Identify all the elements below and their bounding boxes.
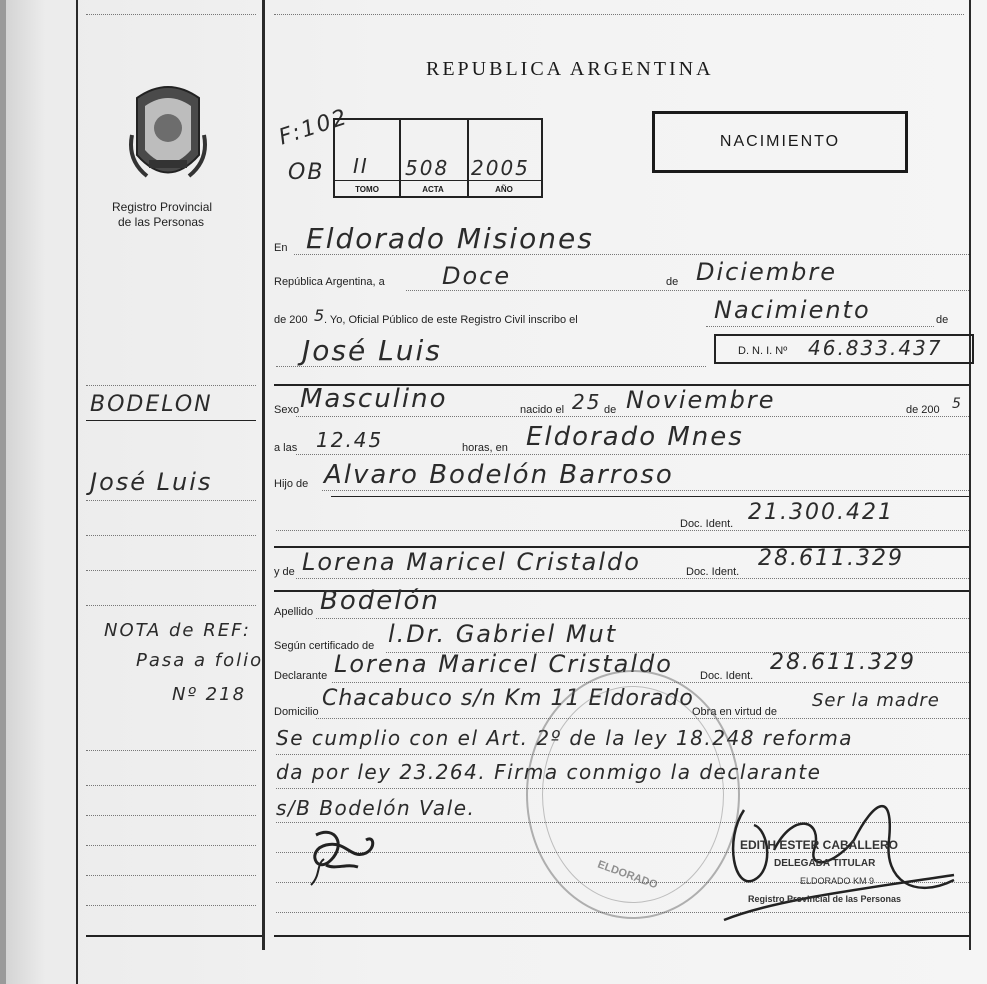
horas-label: horas, en [462,442,508,454]
margin-bottom-rule [86,935,262,937]
birth-time: 12.45 [316,428,384,452]
dni-value: 46.833.437 [808,336,943,360]
year-suffix: 5 [314,306,325,325]
nacido-label: nacido el [520,404,565,416]
margin-rule [86,875,256,876]
a-las-label: a las [274,442,298,454]
acta-label: ACTA [422,185,444,194]
obra-label: Obra en virtud de [692,706,777,718]
hijo-label: Hijo de [274,478,309,490]
margin-rule [86,500,256,501]
margin-rule [86,785,256,786]
sex-value: Masculino [300,384,448,414]
margin-rule [86,535,256,536]
anio-label: AÑO [495,185,513,194]
y-de-label: y de [274,566,295,578]
country-title: REPUBLICA ARGENTINA [426,58,714,80]
margin-note-line1: NOTA de REF: [104,620,251,641]
birth-month: Noviembre [626,386,776,414]
tomo-acta-anio-box [333,118,543,198]
form-rule [296,416,969,417]
margin-rule [86,420,256,421]
form-rule [322,490,969,491]
official-registry: Registro Provincial de las Personas [748,894,902,904]
day-value: Doce [442,262,512,290]
remarks-line1: Se cumplio con el Art. 2º de la ley 18.248 reforma [276,726,854,750]
tomo-label: TOMO [355,185,379,194]
declarante-label: Declarante [274,670,328,682]
anio-value: 2005 [471,156,530,180]
margin-rule [86,750,256,751]
doc-label: Doc. Ident. [686,566,740,578]
round-registry-seal [526,670,740,919]
round-seal-text: ELDORADO [595,858,660,892]
obra-value: Ser la madre [812,690,940,711]
margin-given-names: José Luis [90,468,213,496]
birth-certificate-page [6,0,987,984]
doc-label: Doc. Ident. [680,518,734,530]
dni-box [714,334,974,364]
republica-label: República Argentina, a [274,276,385,288]
year-prefix: de 200 [274,314,308,326]
form-rule [706,326,934,327]
declarante-doc: 28.611.329 [770,650,916,675]
apellido-value: Bodelón [320,586,440,616]
apellido-label: Apellido [274,606,314,618]
birth-year-prefix: de 200 [906,404,940,416]
official-signature [714,780,969,930]
column-divider [262,0,265,950]
margin-rule [86,845,256,846]
mother-doc: 28.611.329 [758,546,904,571]
form-rule [294,254,969,255]
doc-label: Doc. Ident. [700,670,754,682]
registry-name-line1: Registro Provincial [112,200,213,214]
place-value: Eldorado Misiones [306,222,594,255]
birth-day: 25 [572,390,602,414]
child-name: José Luis [302,334,442,367]
official-name: EDITH ESTER CABALLERO [740,838,899,852]
remarks-line3: s/B Bodelón Vale. [276,796,476,820]
margin-surname: BODELON [90,392,213,417]
en-label: En [274,242,288,254]
folio-note: F:102 [275,104,352,151]
document-type-box: NACIMIENTO [652,111,908,173]
left-margin-rule [76,0,78,984]
form-rule [276,530,969,531]
de-label: de [666,276,679,288]
ob-note: OB [288,160,325,185]
tomo-value: II [353,154,369,178]
mother-name: Lorena Maricel Cristaldo [302,548,641,576]
form-rule [406,290,969,291]
declarante-value: Lorena Maricel Cristaldo [334,650,673,678]
margin-note-line3: Nº 218 [172,684,247,705]
father-name: Alvaro Bodelón Barroso [324,460,674,490]
bottom-rule [274,935,969,937]
registry-name-line2: de las Personas [118,215,205,229]
official-office: ELDORADO KM 9 [800,876,875,886]
margin-rule [86,815,256,816]
birth-year-suffix: 5 [952,396,961,412]
birth-place: Eldorado Mnes [526,422,744,452]
de-label: de [936,314,949,326]
declarant-signature [296,815,386,895]
sexo-label: Sexo [274,404,300,416]
form-rule [296,578,969,579]
form-rule [296,454,969,455]
margin-note-line2: Pasa a folio [136,650,264,671]
de-label: de [604,404,617,416]
domicilio-value: Chacabuco s/n Km 11 Eldorado [322,686,694,711]
segun-label: Según certificado de [274,640,375,652]
official-role: DELEGADA TITULAR [774,858,876,869]
month-value: Diciembre [696,258,838,286]
yo-text: . Yo, Oficial Público de este Registro Civil inscribo el [324,314,578,326]
margin-rule [86,570,256,571]
form-rule [331,496,969,497]
top-rule-right [274,14,964,15]
margin-rule [86,605,256,606]
remarks-line2: da por ley 23.264. Firma conmigo la declarante [276,760,822,784]
right-frame-rule [969,0,971,950]
form-rule [276,366,706,367]
acta-value: 508 [405,156,450,180]
form-rule [316,618,969,619]
dni-label: D. N. I. Nº [738,345,788,357]
margin-rule [86,905,256,906]
certificate-by: l.Dr. Gabriel Mut [388,620,618,648]
margin-rule [86,385,256,386]
registry-crest-logo [127,80,209,190]
inscribe-word: Nacimiento [714,296,871,324]
father-doc: 21.300.421 [748,500,894,525]
domicilio-label: Domicilio [274,706,319,718]
top-rule-left [86,14,256,15]
